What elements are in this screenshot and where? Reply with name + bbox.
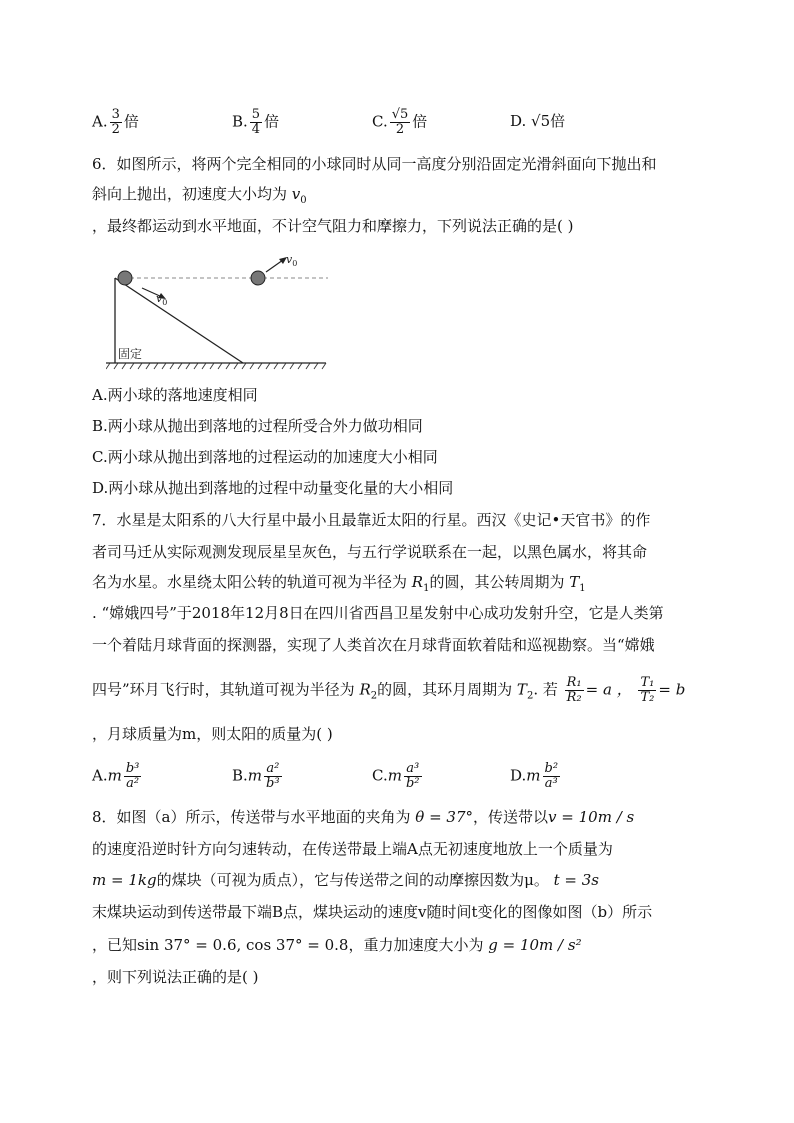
- q8-stem-line3: m = 1kg的煤块（可视为质点），它与传送带之间的动摩擦因数为μ。 t = 3s: [92, 871, 599, 889]
- q6-option-b: B.两小球从抛出到落地的过程所受合外力做功相同: [92, 417, 423, 435]
- q6-option-d: D.两小球从抛出到落地的过程中动量变化量的大小相同: [92, 479, 454, 497]
- q8-stem-line2: 的速度沿逆时针方向匀速转动，在传送带最上端A点无初速度地放上一个质量为: [92, 840, 613, 858]
- q7-stem-line3: 名为水星。水星绕太阳公转的轨道可视为半径为 $R_1$的圆，其公转周期为 $T_1$: [92, 573, 586, 594]
- fixed-label: 固定: [118, 347, 143, 361]
- q7-stem-line5: 一个着陆月球背面的探测器，实现了人类首次在月球背面软着陆和巡视勘察。当“嫦娥: [92, 636, 655, 654]
- q5-option-c: C. $\frac{√5}{2}$ 倍: [372, 107, 428, 137]
- v0-label-upper: $v_0$: [286, 253, 298, 268]
- q6-option-c: C.两小球从抛出到落地的过程运动的加速度大小相同: [92, 448, 438, 466]
- q8-stem-line5: ，已知sin 37° = 0.6, cos 37° = 0.8，重力加速度大小为 g = 10m / s²: [92, 936, 582, 954]
- velocity-arrow-up: [266, 260, 283, 272]
- q8-stem-line1: 8．如图（a）所示，传送带与水平地面的夹角为 θ = 37°，传送带以v = 10m / s: [92, 808, 635, 826]
- q7-option-b: B.m $\frac{\text{a²}}{\text{b³}}$: [232, 761, 280, 791]
- q8-stem-line4: 末煤块运动到传送带最下端B点，煤块运动的速度v随时间t变化的图像如图（b）所示: [92, 903, 653, 921]
- q7-stem-line6: 四号”环月飞行时，其轨道可视为半径为 $R_2$的圆，其环月周期为 $T_2$. 若 $\frac{\text{R₁}}{\text{R₂}}$ = a ， $\frac{\text{T₁}}{\text{T₂}}$ = b: [92, 675, 686, 705]
- ground-hatching: [106, 363, 326, 369]
- q7-option-a: A.m $\frac{\text{b³}}{\text{a²}}$: [92, 761, 140, 791]
- q6-option-a: A.两小球的落地速度相同: [92, 386, 258, 404]
- q7-option-d: D.m $\frac{\text{b²}}{\text{a³}}$: [510, 761, 559, 791]
- q6-stem-line3: ，最终都运动到水平地面，不计空气阻力和摩擦力，下列说法正确的是( ): [92, 217, 574, 235]
- q7-stem-line4: . “嫦娥四号”于2018年12月8日在四川省西昌卫星发射中心成功发射升空，它是人类第: [92, 604, 664, 622]
- q7-option-c: C.m $\frac{\text{a³}}{\text{b²}}$: [372, 761, 420, 791]
- q8-stem-line6: ，则下列说法正确的是( ): [92, 968, 259, 986]
- q7-stem-line2: 者司马迁从实际观测发现辰星呈灰色，与五行学说联系在一起，以黑色属水，将其命: [92, 543, 648, 561]
- q5-option-d: D. √5倍: [510, 112, 566, 130]
- q6-stem-line1: 6．如图所示，将两个完全相同的小球同时从同一高度分别沿固定光滑斜面向下抛出和: [92, 155, 657, 173]
- ball-on-incline: [118, 271, 132, 285]
- v0-label-lower: $v_0$: [156, 292, 168, 307]
- q7-stem-line1: 7．水星是太阳系的八大行星中最小且最靠近太阳的行星。西汉《史记•天官书》的作: [92, 511, 651, 529]
- ball-thrown-upward: [251, 271, 265, 285]
- q5-option-b: B. $\frac{5}{4}$ 倍: [232, 107, 280, 137]
- q6-figure: [106, 250, 336, 372]
- q6-stem-line2: 斜向上抛出，初速度大小均为 $v_0$: [92, 185, 307, 206]
- q5-option-a: A. $\frac{3}{2}$ 倍: [92, 107, 139, 137]
- q7-stem-line7: ，月球质量为m，则太阳的质量为( ): [92, 725, 333, 743]
